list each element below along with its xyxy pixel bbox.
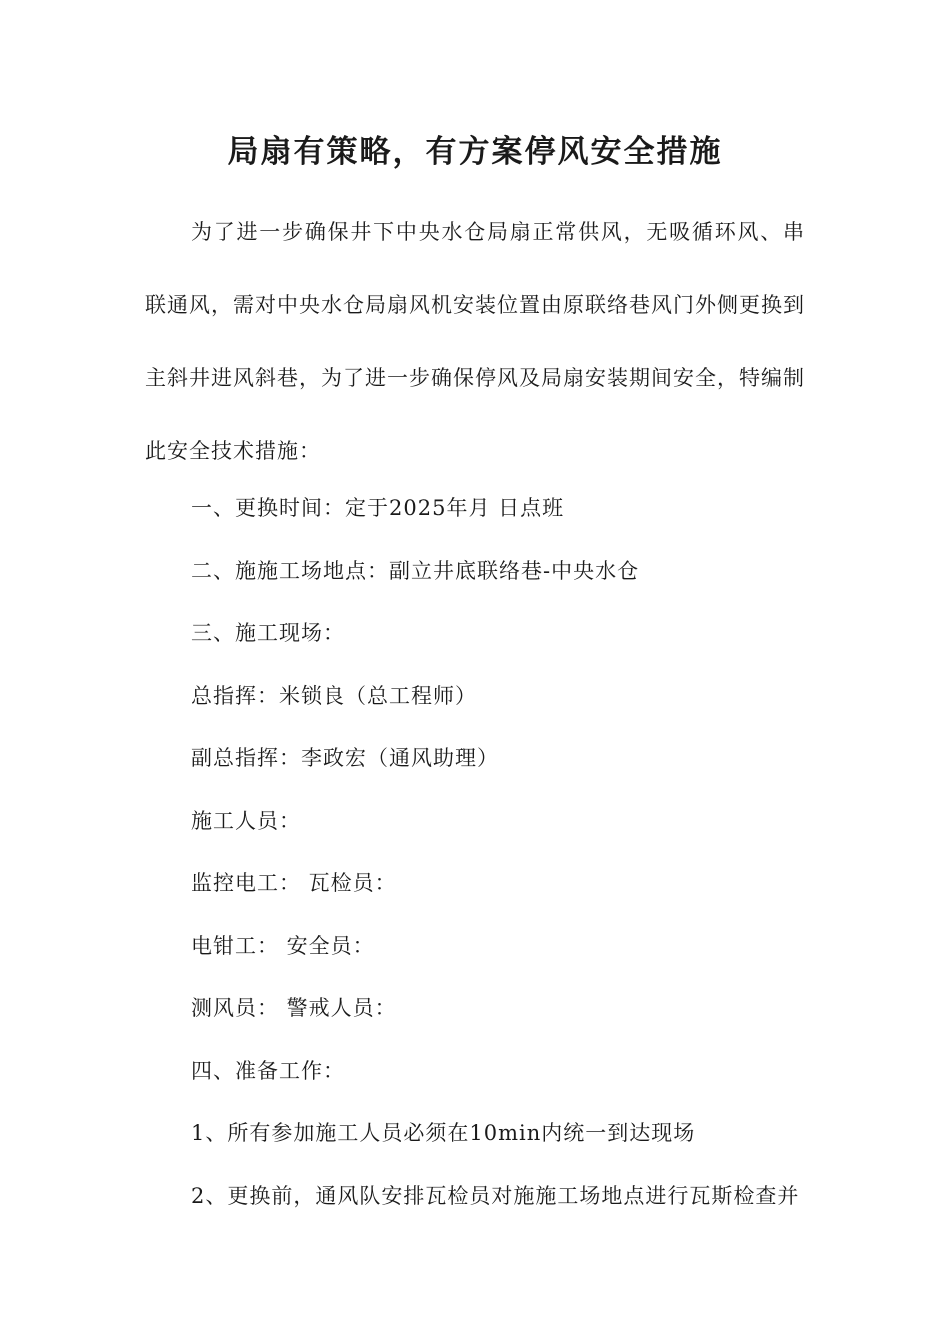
document-title: 局扇有策略，有方案停风安全措施: [227, 134, 723, 170]
paragraph-line-9: 测风员： 警戒人员：: [191, 996, 397, 1020]
paragraph-line-5: 副总指挥：李政宏（通风助理）: [191, 746, 499, 770]
paragraph-line-12: 2、更换前，通风队安排瓦检员对施施工场地点进行瓦斯检查并: [191, 1183, 800, 1208]
paragraph-line-7: 监控电工： 瓦检员：: [191, 871, 397, 895]
paragraph-line-8: 电钳工： 安全员：: [191, 933, 375, 958]
document-body-lines: [145, 477, 805, 1227]
paragraph-line-2: 二、施施工场地点：副立井底联络巷-中央水仓: [191, 558, 640, 583]
paragraph-line-1: 一、更换时间：定于2025年月 日点班: [191, 496, 565, 520]
paragraph-line-10: 四、准备工作：: [191, 1058, 345, 1083]
paragraph-line-4: 总指挥：米锁良（总工程师）: [191, 683, 477, 708]
paragraph-line-11: 1、所有参加施工人员必须在10min内统一到达现场: [191, 1121, 696, 1145]
intro-paragraph: 为了进一步确保井下中央水仓局扇正常供风，无吸循环风、串联通风，需对中央水仓局扇风机安装位置由原联络巷风门外侧更换到主斜井进风斜巷，为了进一步确保停风及局扇安装期间安全，特编制此安全技术措施：: [145, 220, 805, 463]
paragraph-line-6: 施工人员：: [191, 808, 301, 833]
paragraph-line-3: 三、施工现场：: [191, 621, 345, 645]
